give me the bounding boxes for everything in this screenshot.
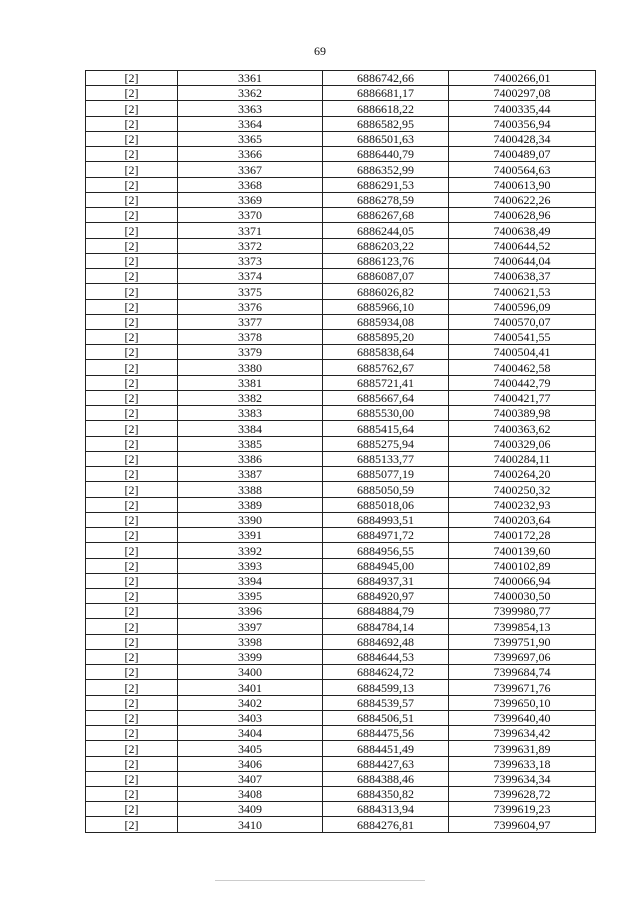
x-coordinate-cell: 6886244,05 [323, 223, 449, 238]
y-coordinate-cell: 7400462,58 [449, 360, 596, 375]
table-row [86, 604, 596, 619]
table-row [86, 360, 596, 375]
x-coordinate-cell: 6886267,68 [323, 208, 449, 223]
y-coordinate-cell: 7400284,11 [449, 451, 596, 466]
table-row [86, 375, 596, 390]
y-coordinate-cell: 7400266,01 [449, 71, 596, 86]
y-coordinate-cell: 7400442,79 [449, 375, 596, 390]
y-coordinate-cell: 7400489,07 [449, 147, 596, 162]
x-coordinate-cell: 6885275,94 [323, 436, 449, 451]
point-number-cell: 3394 [178, 573, 323, 588]
x-coordinate-cell: 6886203,22 [323, 238, 449, 253]
y-coordinate-cell: 7400428,34 [449, 131, 596, 146]
reference-cell: [2] [86, 208, 178, 223]
x-coordinate-cell: 6885667,64 [323, 390, 449, 405]
reference-cell: [2] [86, 421, 178, 436]
point-number-cell: 3402 [178, 695, 323, 710]
table-row [86, 71, 596, 86]
y-coordinate-cell: 7399633,18 [449, 756, 596, 771]
y-coordinate-cell: 7399854,13 [449, 619, 596, 634]
coordinates-table [85, 70, 596, 833]
y-coordinate-cell: 7399604,97 [449, 817, 596, 832]
table-row [86, 543, 596, 558]
x-coordinate-cell: 6884971,72 [323, 528, 449, 543]
y-coordinate-cell: 7400421,77 [449, 390, 596, 405]
y-coordinate-cell: 7400356,94 [449, 116, 596, 131]
reference-cell: [2] [86, 482, 178, 497]
page-number: 69 [314, 44, 326, 58]
table-row [86, 238, 596, 253]
table-row [86, 802, 596, 817]
table-row [86, 467, 596, 482]
y-coordinate-cell: 7400541,55 [449, 329, 596, 344]
reference-cell: [2] [86, 390, 178, 405]
point-number-cell: 3363 [178, 101, 323, 116]
point-number-cell: 3409 [178, 802, 323, 817]
reference-cell: [2] [86, 406, 178, 421]
table-row [86, 421, 596, 436]
reference-cell: [2] [86, 741, 178, 756]
y-coordinate-cell: 7399634,42 [449, 726, 596, 741]
x-coordinate-cell: 6886123,76 [323, 253, 449, 268]
table-row [86, 299, 596, 314]
point-number-cell: 3364 [178, 116, 323, 131]
reference-cell: [2] [86, 86, 178, 101]
reference-cell: [2] [86, 619, 178, 634]
x-coordinate-cell: 6884599,13 [323, 680, 449, 695]
point-number-cell: 3398 [178, 634, 323, 649]
point-number-cell: 3371 [178, 223, 323, 238]
point-number-cell: 3380 [178, 360, 323, 375]
table-row [86, 208, 596, 223]
table-row [86, 223, 596, 238]
x-coordinate-cell: 6885050,59 [323, 482, 449, 497]
reference-cell: [2] [86, 329, 178, 344]
reference-cell: [2] [86, 573, 178, 588]
x-coordinate-cell: 6885934,08 [323, 314, 449, 329]
x-coordinate-cell: 6886087,07 [323, 269, 449, 284]
table-row [86, 192, 596, 207]
x-coordinate-cell: 6885966,10 [323, 299, 449, 314]
point-number-cell: 3377 [178, 314, 323, 329]
x-coordinate-cell: 6884937,31 [323, 573, 449, 588]
reference-cell: [2] [86, 756, 178, 771]
reference-cell: [2] [86, 284, 178, 299]
point-number-cell: 3400 [178, 665, 323, 680]
reference-cell: [2] [86, 665, 178, 680]
point-number-cell: 3407 [178, 771, 323, 786]
y-coordinate-cell: 7400102,89 [449, 558, 596, 573]
reference-cell: [2] [86, 147, 178, 162]
x-coordinate-cell: 6886681,17 [323, 86, 449, 101]
y-coordinate-cell: 7400504,41 [449, 345, 596, 360]
reference-cell: [2] [86, 223, 178, 238]
y-coordinate-cell: 7399697,06 [449, 649, 596, 664]
y-coordinate-cell: 7400638,37 [449, 269, 596, 284]
x-coordinate-cell: 6884956,55 [323, 543, 449, 558]
x-coordinate-cell: 6884884,79 [323, 604, 449, 619]
table-row [86, 512, 596, 527]
reference-cell: [2] [86, 528, 178, 543]
x-coordinate-cell: 6885721,41 [323, 375, 449, 390]
point-number-cell: 3387 [178, 467, 323, 482]
reference-cell: [2] [86, 451, 178, 466]
table-row [86, 482, 596, 497]
reference-cell: [2] [86, 695, 178, 710]
reference-cell: [2] [86, 497, 178, 512]
point-number-cell: 3391 [178, 528, 323, 543]
x-coordinate-cell: 6884692,48 [323, 634, 449, 649]
reference-cell: [2] [86, 177, 178, 192]
reference-cell: [2] [86, 634, 178, 649]
table-row [86, 528, 596, 543]
x-coordinate-cell: 6886582,95 [323, 116, 449, 131]
point-number-cell: 3379 [178, 345, 323, 360]
table-row [86, 116, 596, 131]
point-number-cell: 3368 [178, 177, 323, 192]
x-coordinate-cell: 6884451,49 [323, 741, 449, 756]
reference-cell: [2] [86, 512, 178, 527]
x-coordinate-cell: 6884784,14 [323, 619, 449, 634]
reference-cell: [2] [86, 360, 178, 375]
point-number-cell: 3403 [178, 710, 323, 725]
reference-cell: [2] [86, 162, 178, 177]
x-coordinate-cell: 6885018,06 [323, 497, 449, 512]
y-coordinate-cell: 7399684,74 [449, 665, 596, 680]
y-coordinate-cell: 7400622,26 [449, 192, 596, 207]
coordinates-table-body [86, 71, 596, 833]
point-number-cell: 3410 [178, 817, 323, 832]
y-coordinate-cell: 7400335,44 [449, 101, 596, 116]
table-row [86, 390, 596, 405]
table-row [86, 147, 596, 162]
x-coordinate-cell: 6886501,63 [323, 131, 449, 146]
table-row [86, 345, 596, 360]
point-number-cell: 3385 [178, 436, 323, 451]
table-row [86, 695, 596, 710]
x-coordinate-cell: 6885415,64 [323, 421, 449, 436]
table-row [86, 329, 596, 344]
y-coordinate-cell: 7400389,98 [449, 406, 596, 421]
y-coordinate-cell: 7400030,50 [449, 588, 596, 603]
x-coordinate-cell: 6884313,94 [323, 802, 449, 817]
y-coordinate-cell: 7399650,10 [449, 695, 596, 710]
point-number-cell: 3405 [178, 741, 323, 756]
reference-cell: [2] [86, 345, 178, 360]
y-coordinate-cell: 7399980,77 [449, 604, 596, 619]
y-coordinate-cell: 7400139,60 [449, 543, 596, 558]
reference-cell: [2] [86, 116, 178, 131]
point-number-cell: 3375 [178, 284, 323, 299]
reference-cell: [2] [86, 467, 178, 482]
point-number-cell: 3367 [178, 162, 323, 177]
table-row [86, 253, 596, 268]
point-number-cell: 3370 [178, 208, 323, 223]
table-row [86, 741, 596, 756]
y-coordinate-cell: 7400638,49 [449, 223, 596, 238]
point-number-cell: 3386 [178, 451, 323, 466]
x-coordinate-cell: 6885077,19 [323, 467, 449, 482]
y-coordinate-cell: 7400329,06 [449, 436, 596, 451]
y-coordinate-cell: 7400621,53 [449, 284, 596, 299]
table-row [86, 406, 596, 421]
reference-cell: [2] [86, 649, 178, 664]
y-coordinate-cell: 7400232,93 [449, 497, 596, 512]
table-row [86, 665, 596, 680]
table-row [86, 817, 596, 832]
table-row [86, 101, 596, 116]
y-coordinate-cell: 7400363,62 [449, 421, 596, 436]
x-coordinate-cell: 6886440,79 [323, 147, 449, 162]
x-coordinate-cell: 6885133,77 [323, 451, 449, 466]
table-row [86, 634, 596, 649]
reference-cell: [2] [86, 71, 178, 86]
y-coordinate-cell: 7400628,96 [449, 208, 596, 223]
point-number-cell: 3406 [178, 756, 323, 771]
y-coordinate-cell: 7400596,09 [449, 299, 596, 314]
point-number-cell: 3389 [178, 497, 323, 512]
point-number-cell: 3384 [178, 421, 323, 436]
y-coordinate-cell: 7400172,28 [449, 528, 596, 543]
reference-cell: [2] [86, 192, 178, 207]
x-coordinate-cell: 6885838,64 [323, 345, 449, 360]
point-number-cell: 3388 [178, 482, 323, 497]
reference-cell: [2] [86, 131, 178, 146]
reference-cell: [2] [86, 604, 178, 619]
y-coordinate-cell: 7400644,04 [449, 253, 596, 268]
point-number-cell: 3382 [178, 390, 323, 405]
y-coordinate-cell: 7400264,20 [449, 467, 596, 482]
table-row [86, 588, 596, 603]
y-coordinate-cell: 7400644,52 [449, 238, 596, 253]
point-number-cell: 3373 [178, 253, 323, 268]
y-coordinate-cell: 7399671,76 [449, 680, 596, 695]
x-coordinate-cell: 6884427,63 [323, 756, 449, 771]
y-coordinate-cell: 7399751,90 [449, 634, 596, 649]
table-row [86, 756, 596, 771]
table-row [86, 131, 596, 146]
reference-cell: [2] [86, 817, 178, 832]
table-row [86, 787, 596, 802]
reference-cell: [2] [86, 710, 178, 725]
reference-cell: [2] [86, 726, 178, 741]
table-row [86, 771, 596, 786]
table-row [86, 269, 596, 284]
reference-cell: [2] [86, 314, 178, 329]
x-coordinate-cell: 6884993,51 [323, 512, 449, 527]
table-row [86, 497, 596, 512]
x-coordinate-cell: 6884644,53 [323, 649, 449, 664]
point-number-cell: 3366 [178, 147, 323, 162]
x-coordinate-cell: 6886618,22 [323, 101, 449, 116]
table-row [86, 314, 596, 329]
point-number-cell: 3383 [178, 406, 323, 421]
table-row [86, 436, 596, 451]
x-coordinate-cell: 6884475,56 [323, 726, 449, 741]
footer-divider [215, 880, 425, 881]
y-coordinate-cell: 7399634,34 [449, 771, 596, 786]
table-row [86, 177, 596, 192]
y-coordinate-cell: 7400297,08 [449, 86, 596, 101]
reference-cell: [2] [86, 101, 178, 116]
y-coordinate-cell: 7399619,23 [449, 802, 596, 817]
table-row [86, 451, 596, 466]
point-number-cell: 3378 [178, 329, 323, 344]
table-row [86, 726, 596, 741]
y-coordinate-cell: 7400203,64 [449, 512, 596, 527]
reference-cell: [2] [86, 253, 178, 268]
reference-cell: [2] [86, 436, 178, 451]
point-number-cell: 3392 [178, 543, 323, 558]
y-coordinate-cell: 7399640,40 [449, 710, 596, 725]
x-coordinate-cell: 6885895,20 [323, 329, 449, 344]
y-coordinate-cell: 7400570,07 [449, 314, 596, 329]
reference-cell: [2] [86, 787, 178, 802]
table-row [86, 710, 596, 725]
x-coordinate-cell: 6884539,57 [323, 695, 449, 710]
x-coordinate-cell: 6884624,72 [323, 665, 449, 680]
point-number-cell: 3365 [178, 131, 323, 146]
point-number-cell: 3390 [178, 512, 323, 527]
x-coordinate-cell: 6884350,82 [323, 787, 449, 802]
reference-cell: [2] [86, 299, 178, 314]
table-row [86, 162, 596, 177]
reference-cell: [2] [86, 771, 178, 786]
x-coordinate-cell: 6886742,66 [323, 71, 449, 86]
point-number-cell: 3401 [178, 680, 323, 695]
reference-cell: [2] [86, 558, 178, 573]
x-coordinate-cell: 6886291,53 [323, 177, 449, 192]
x-coordinate-cell: 6885762,67 [323, 360, 449, 375]
point-number-cell: 3395 [178, 588, 323, 603]
table-row [86, 86, 596, 101]
reference-cell: [2] [86, 588, 178, 603]
table-row [86, 680, 596, 695]
y-coordinate-cell: 7400250,32 [449, 482, 596, 497]
y-coordinate-cell: 7400613,90 [449, 177, 596, 192]
point-number-cell: 3396 [178, 604, 323, 619]
point-number-cell: 3393 [178, 558, 323, 573]
table-row [86, 573, 596, 588]
x-coordinate-cell: 6884388,46 [323, 771, 449, 786]
x-coordinate-cell: 6886026,82 [323, 284, 449, 299]
y-coordinate-cell: 7399631,89 [449, 741, 596, 756]
point-number-cell: 3374 [178, 269, 323, 284]
x-coordinate-cell: 6886352,99 [323, 162, 449, 177]
y-coordinate-cell: 7399628,72 [449, 787, 596, 802]
point-number-cell: 3399 [178, 649, 323, 664]
y-coordinate-cell: 7400564,63 [449, 162, 596, 177]
table-row [86, 284, 596, 299]
point-number-cell: 3404 [178, 726, 323, 741]
x-coordinate-cell: 6886278,59 [323, 192, 449, 207]
x-coordinate-cell: 6884920,97 [323, 588, 449, 603]
point-number-cell: 3369 [178, 192, 323, 207]
point-number-cell: 3397 [178, 619, 323, 634]
point-number-cell: 3362 [178, 86, 323, 101]
point-number-cell: 3372 [178, 238, 323, 253]
x-coordinate-cell: 6884506,51 [323, 710, 449, 725]
table-row [86, 649, 596, 664]
x-coordinate-cell: 6884945,00 [323, 558, 449, 573]
reference-cell: [2] [86, 238, 178, 253]
x-coordinate-cell: 6885530,00 [323, 406, 449, 421]
x-coordinate-cell: 6884276,81 [323, 817, 449, 832]
y-coordinate-cell: 7400066,94 [449, 573, 596, 588]
point-number-cell: 3361 [178, 71, 323, 86]
reference-cell: [2] [86, 375, 178, 390]
reference-cell: [2] [86, 543, 178, 558]
reference-cell: [2] [86, 680, 178, 695]
point-number-cell: 3376 [178, 299, 323, 314]
point-number-cell: 3408 [178, 787, 323, 802]
point-number-cell: 3381 [178, 375, 323, 390]
table-row [86, 558, 596, 573]
reference-cell: [2] [86, 269, 178, 284]
reference-cell: [2] [86, 802, 178, 817]
table-row [86, 619, 596, 634]
